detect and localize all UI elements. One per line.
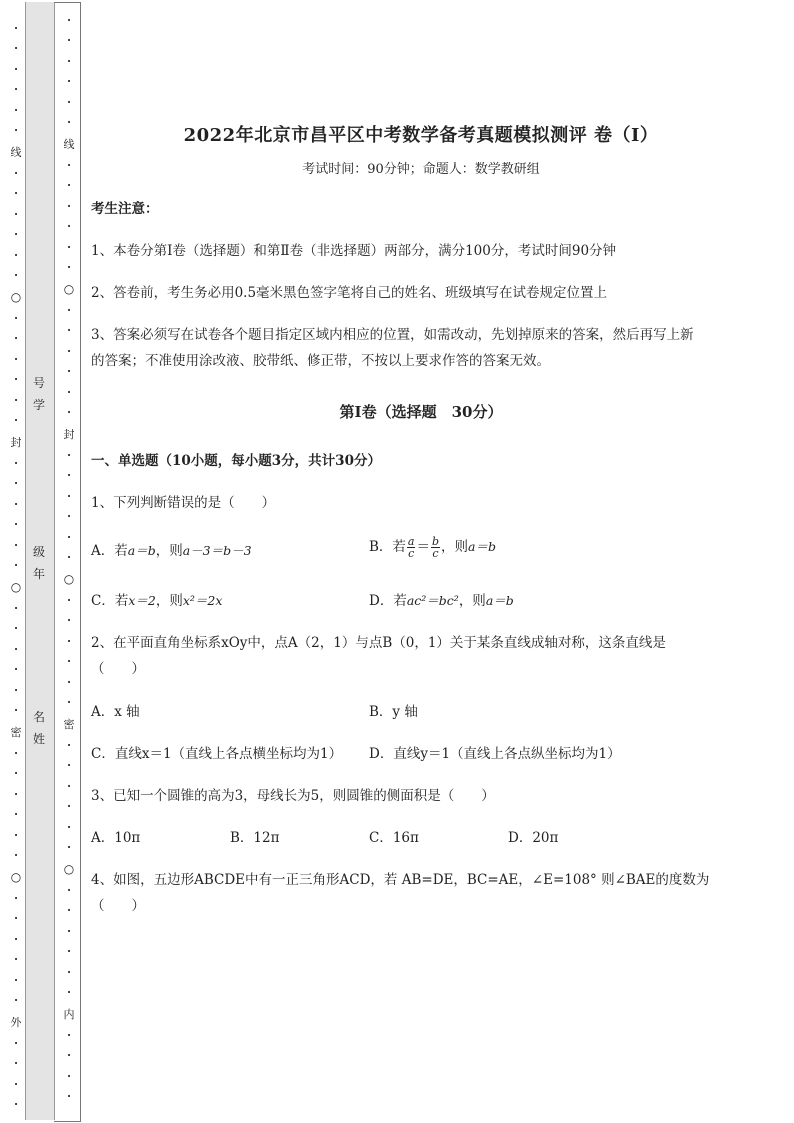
seal-dot: · (67, 385, 71, 399)
label-char: 姓 (32, 732, 45, 746)
seal-dot: · (14, 828, 18, 842)
seal-dot: · (67, 179, 71, 193)
seal-dot: · (67, 530, 71, 544)
seal-dot: · (67, 675, 71, 689)
question-3-option-b[interactable]: B．12π (230, 830, 280, 846)
question-1-option-d[interactable] (369, 590, 514, 612)
seal-dot: · (67, 220, 71, 234)
seal-dot: · (14, 228, 18, 242)
seal-dot: · (67, 1028, 71, 1042)
seal-dot: · (67, 779, 71, 793)
seal-dot: · (14, 414, 18, 428)
question-2-option-b[interactable]: B．y 轴 (369, 704, 418, 720)
option-text: B．若 (369, 539, 406, 555)
seal-dot: · (14, 456, 18, 470)
question-3-option-d[interactable]: D．20π (508, 830, 559, 846)
seal-dot: · (14, 994, 18, 1008)
inner-seal-line (61, 10, 77, 1120)
seal-circle: ○ (10, 290, 22, 304)
denominator: c (408, 547, 415, 560)
notice-item-1: 1、本卷分第I卷（选择题）和第Ⅱ卷（非选择题）两部分，满分100分，考试时间90分钟 (91, 243, 617, 259)
fraction (407, 536, 416, 559)
seal-dot: · (67, 655, 71, 669)
seal-dot: · (14, 746, 18, 760)
seal-dot: · (67, 510, 71, 524)
seal-dot: · (14, 269, 18, 283)
seal-dot: · (14, 538, 18, 552)
seal-dot: · (67, 116, 71, 130)
seal-dot: · (14, 207, 18, 221)
seal-dot: · (67, 303, 71, 317)
question-2-option-c[interactable]: C．直线x＝1（直线上各点横坐标均为1） (91, 746, 343, 762)
numerator: b (431, 535, 440, 548)
seal-dot: · (67, 1090, 71, 1104)
seal-dot: · (14, 683, 18, 697)
seal-dot: · (14, 559, 18, 573)
seal-dot: · (14, 352, 18, 366)
option-text: A．若 (91, 543, 128, 559)
seal-dot: · (14, 518, 18, 532)
seal-dot: · (14, 497, 18, 511)
seal-dot: · (67, 759, 71, 773)
question-1-stem: 1、下列判断错误的是（ ） (91, 495, 276, 511)
seal-dot: · (67, 54, 71, 68)
denominator: c (432, 547, 439, 560)
math-expr: a＝b (127, 543, 156, 558)
seal-dot: · (67, 240, 71, 254)
seal-dot: · (14, 187, 18, 201)
option-text: ，则 (441, 539, 469, 555)
seal-dot: · (14, 311, 18, 325)
seal-mark: 线 (63, 137, 75, 151)
seal-dot: · (14, 787, 18, 801)
fraction (431, 536, 440, 559)
seal-dot: · (14, 166, 18, 180)
seal-mark: 密 (10, 725, 22, 739)
math-expr: x²＝2x (182, 593, 223, 608)
math-expr: a－3＝b－3 (182, 543, 252, 558)
seal-dot: · (67, 593, 71, 607)
seal-dot: · (14, 849, 18, 863)
grade-label (25, 543, 53, 583)
notice-item-3: 3、答案必须写在试卷各个题目指定区域内相应的位置，如需改动，先划掉原来的答案，然后再写上新 (91, 327, 694, 343)
seal-dot: · (67, 1069, 71, 1083)
notice-heading: 考生注意： (91, 201, 159, 217)
math-expr: a＝b (468, 539, 496, 554)
seal-dot: · (67, 406, 71, 420)
seal-dot: · (14, 1057, 18, 1071)
seal-dot: · (14, 642, 18, 656)
seal-dot: · (14, 42, 18, 56)
label-char: 名 (32, 710, 45, 724)
part-heading: 一、单选题（10小题，每小题3分，共计30分） (91, 453, 381, 469)
seal-dot: · (67, 365, 71, 379)
seal-dot: · (67, 738, 71, 752)
seal-dot: · (67, 158, 71, 172)
seal-dot: · (14, 62, 18, 76)
seal-mark: 内 (63, 1007, 75, 1021)
notice-item-3-cont: 的答案；不准使用涂改液、胶带纸、修正带，不按以上要求作答的答案无效。 (91, 353, 550, 369)
page-title: 2022年北京市昌平区中考数学备考真题模拟测评 卷（Ⅰ） (183, 125, 659, 146)
seal-mark: 线 (10, 145, 22, 159)
seal-circle: ○ (10, 870, 22, 884)
student-number-label (25, 374, 53, 414)
seal-dot: · (14, 891, 18, 905)
seal-dot: · (67, 986, 71, 1000)
question-3-stem: 3、已知一个圆锥的高为3，母线长为5，则圆锥的侧面积是（ ） (91, 788, 495, 804)
seal-mark: 外 (10, 1015, 22, 1029)
seal-dot: · (14, 932, 18, 946)
seal-dot: · (14, 808, 18, 822)
question-3-option-c[interactable]: C．16π (369, 830, 419, 846)
seal-dot: · (67, 945, 71, 959)
label-char: 年 (32, 567, 45, 581)
seal-dot: · (67, 261, 71, 275)
seal-dot: · (67, 696, 71, 710)
option-text: ，则 (155, 543, 183, 559)
seal-dot: · (14, 953, 18, 967)
question-2-stem-cont: （ ） (91, 661, 145, 677)
seal-dot: · (14, 393, 18, 407)
section-title: 第Ⅰ卷（选择题 30分） (339, 403, 503, 421)
seal-dot: · (14, 248, 18, 262)
option-text: C．若 (91, 593, 129, 609)
exam-info: 考试时间：90分钟；命题人：数学教研组 (302, 162, 540, 177)
seal-dot: · (14, 124, 18, 138)
seal-dot: · (67, 883, 71, 897)
seal-dot: · (67, 904, 71, 918)
seal-dot: · (14, 1036, 18, 1050)
seal-dot: · (14, 704, 18, 718)
seal-dot: · (67, 489, 71, 503)
seal-dot: · (67, 841, 71, 855)
seal-dot: · (14, 21, 18, 35)
seal-mark: 封 (63, 427, 75, 441)
label-char: 学 (32, 398, 45, 412)
math-expr: a＝b (485, 593, 514, 608)
seal-dot: · (14, 767, 18, 781)
seal-dot: · (14, 973, 18, 987)
seal-dot: · (14, 601, 18, 615)
seal-circle: ○ (63, 572, 75, 586)
option-text: D．若 (369, 593, 407, 609)
seal-dot: · (67, 924, 71, 938)
question-1-option-c[interactable] (91, 590, 222, 612)
seal-dot: · (14, 1098, 18, 1112)
seal-mark: 封 (10, 435, 22, 449)
seal-mark: 密 (63, 717, 75, 731)
seal-dot: · (14, 83, 18, 97)
label-char: 号 (32, 376, 45, 390)
seal-dot: · (67, 551, 71, 565)
question-1-option-b[interactable] (369, 536, 496, 559)
seal-dot: · (67, 324, 71, 338)
question-2-option-a[interactable]: A．x 轴 (91, 704, 140, 720)
seal-dot: · (67, 614, 71, 628)
seal-dot: · (67, 469, 71, 483)
outer-seal-line (8, 18, 24, 1118)
seal-dot: · (14, 332, 18, 346)
seal-dot: · (67, 344, 71, 358)
seal-dot: · (67, 199, 71, 213)
seal-dot: · (67, 34, 71, 48)
seal-dot: · (67, 95, 71, 109)
seal-dot: · (14, 1077, 18, 1091)
question-4-stem-cont: （ ） (91, 898, 145, 914)
seal-circle: ○ (10, 580, 22, 594)
question-3-option-a[interactable]: A．10π (91, 830, 141, 846)
seal-dot: · (67, 800, 71, 814)
seal-circle: ○ (63, 862, 75, 876)
question-1-option-a[interactable] (91, 540, 252, 562)
seal-dot: · (67, 820, 71, 834)
question-2-option-d[interactable]: D．直线y＝1（直线上各点纵坐标均为1） (369, 746, 621, 762)
option-text: ，则 (458, 593, 486, 609)
seal-dot: · (14, 622, 18, 636)
math-expr: x＝2 (128, 593, 156, 608)
notice-item-2: 2、答卷前，考生务必用0.5毫米黑色签字笔将自己的姓名、班级填写在试卷规定位置上 (91, 285, 608, 301)
seal-dot: · (67, 1049, 71, 1063)
seal-dot: · (14, 373, 18, 387)
label-char: 级 (32, 545, 45, 559)
seal-dot: · (67, 75, 71, 89)
seal-dot: · (14, 477, 18, 491)
seal-circle: ○ (63, 282, 75, 296)
numerator: a (407, 535, 415, 548)
question-2-stem: 2、在平面直角坐标系xOy中，点A（2，1）与点B（0，1）关于某条直线成轴对称，这条直线是 (91, 635, 666, 651)
math-expr: ＝ (416, 539, 430, 555)
option-text: ，则 (155, 593, 183, 609)
name-label (25, 708, 53, 748)
seal-dot: · (67, 634, 71, 648)
math-expr: ac²＝bc² (406, 593, 459, 608)
seal-dot: · (67, 13, 71, 27)
seal-dot: · (67, 965, 71, 979)
question-4-stem: 4、如图，五边形ABCDE中有一正三角形ACD，若 AB=DE，BC=AE，∠E=108° 则∠BAE的度数为 (91, 872, 710, 888)
seal-dot: · (14, 663, 18, 677)
seal-dot: · (14, 912, 18, 926)
seal-dot: · (67, 448, 71, 462)
seal-dot: · (14, 103, 18, 117)
